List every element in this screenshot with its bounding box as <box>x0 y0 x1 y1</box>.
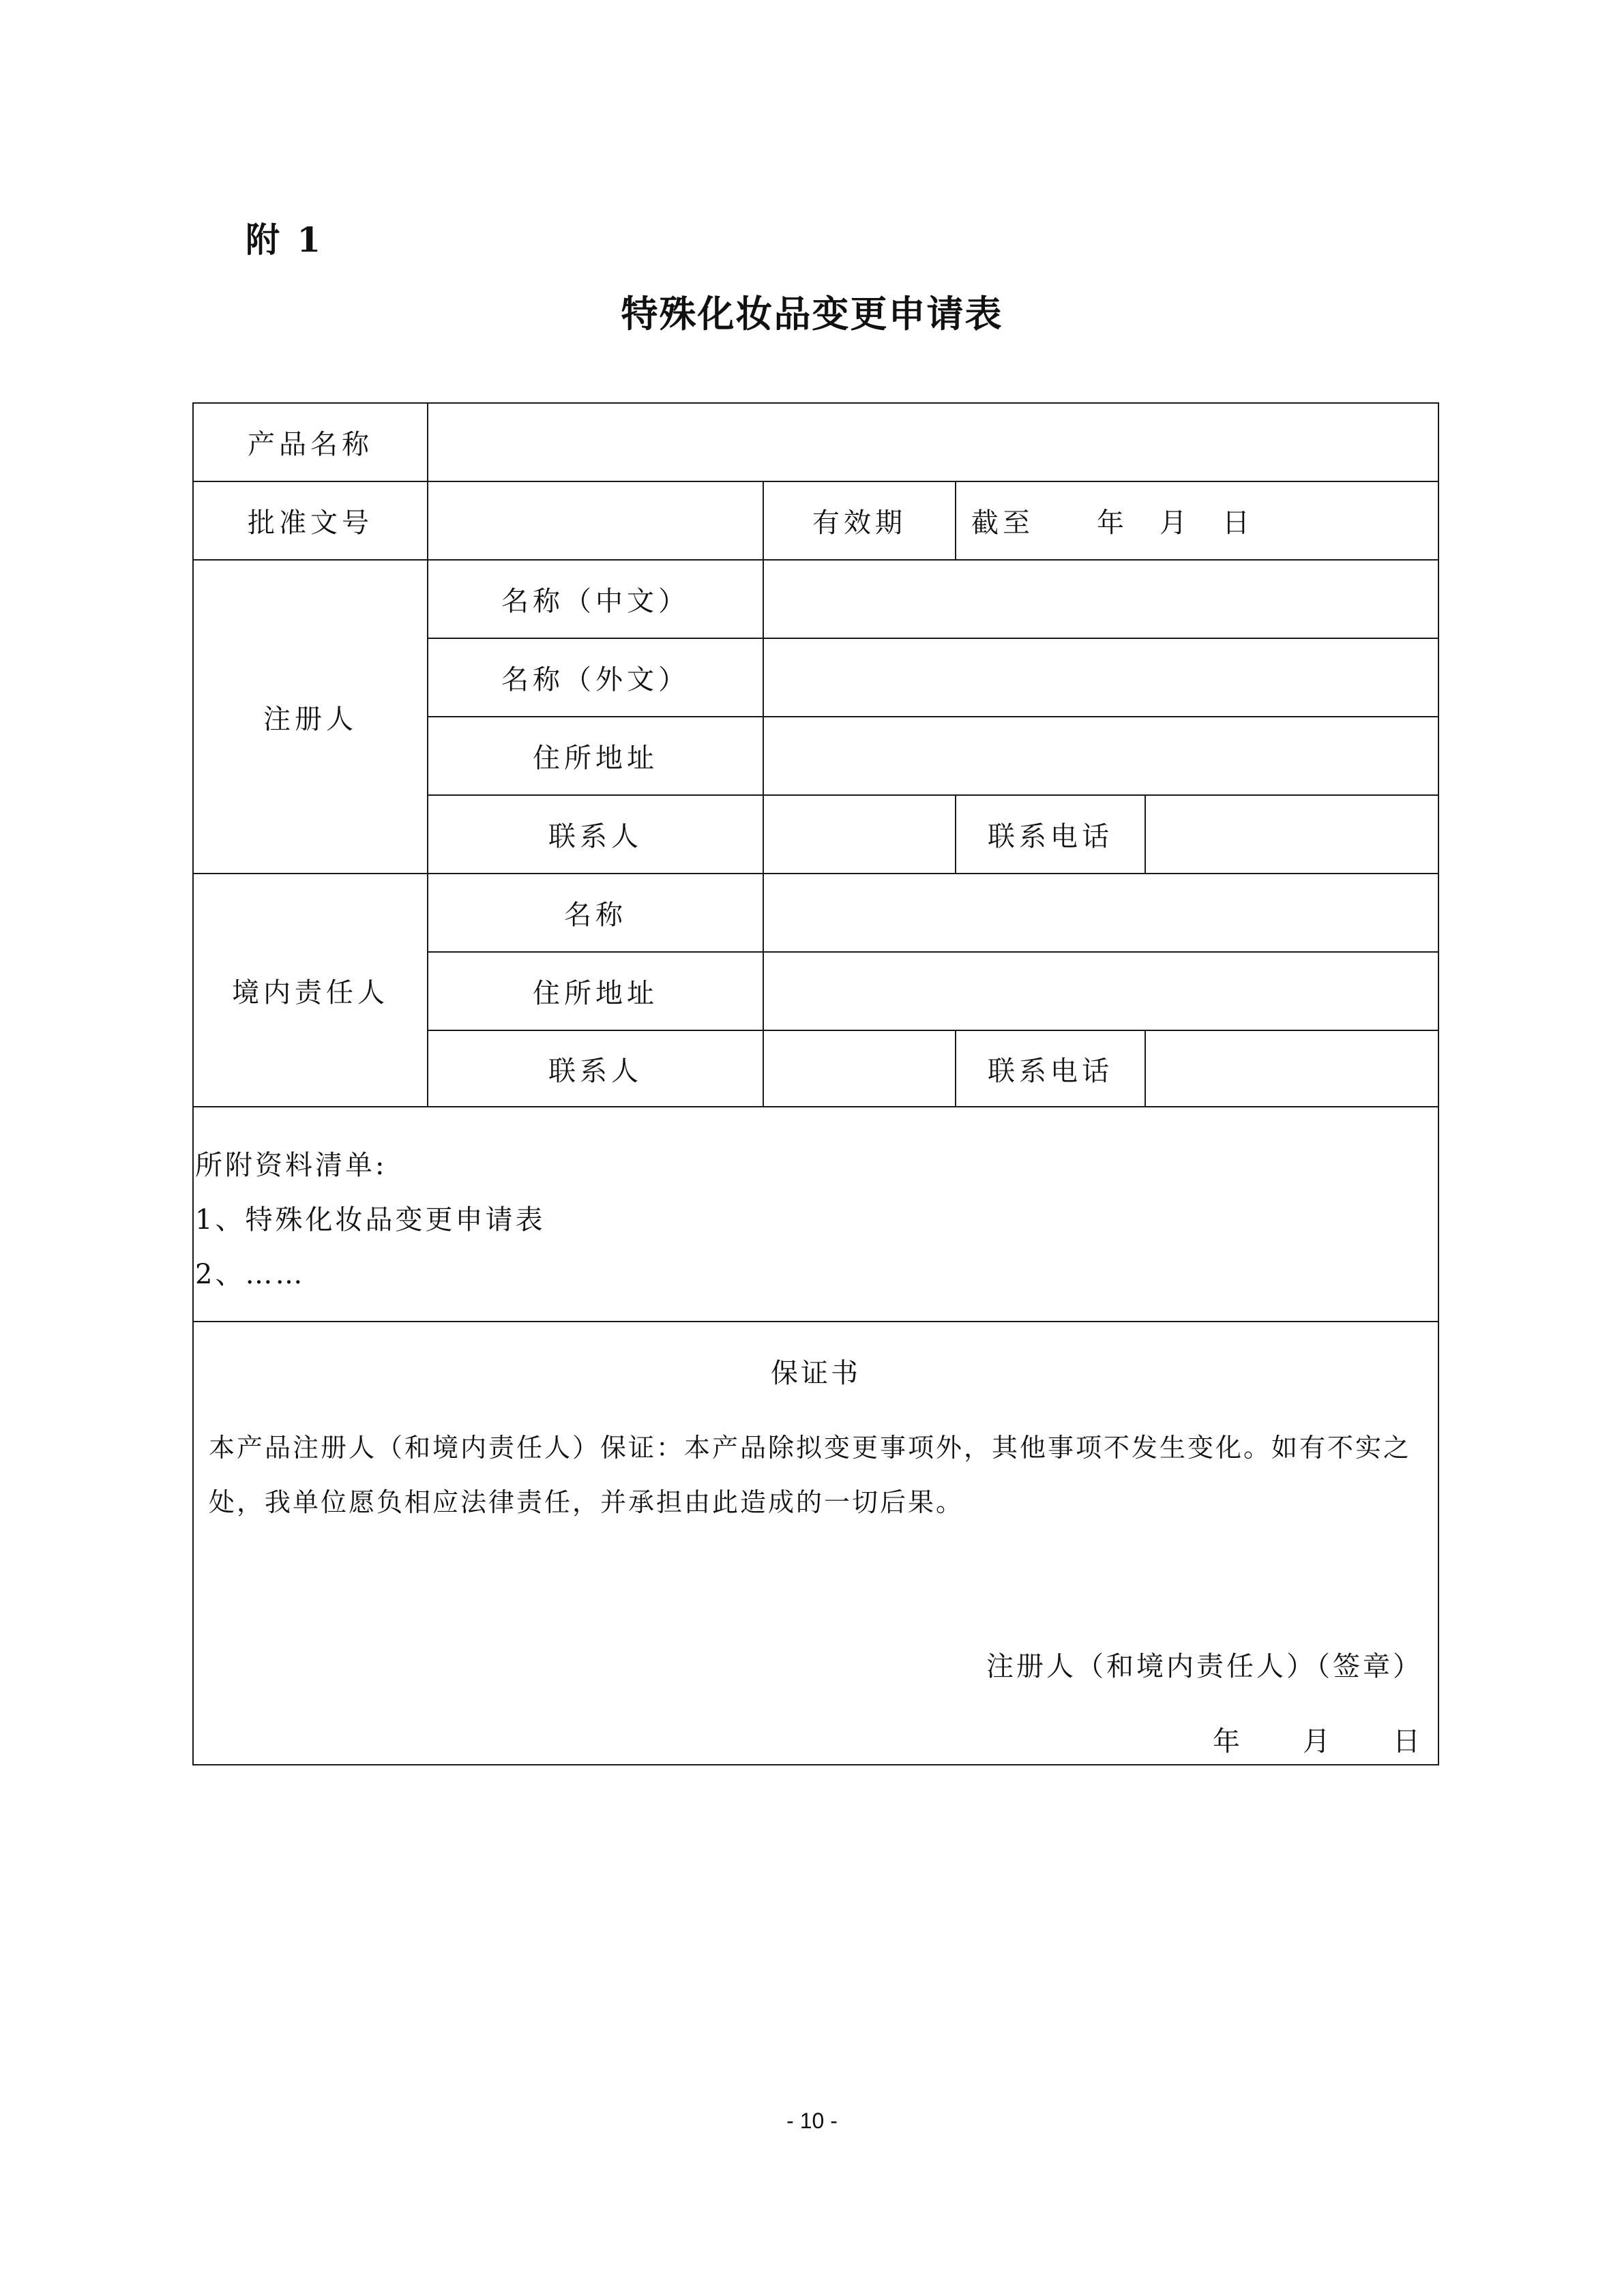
page-number: - 10 - <box>786 2108 838 2133</box>
guarantee-heading: 保证书 <box>771 1358 861 1389</box>
domestic-agent-name-label: 名称 <box>564 899 627 931</box>
attachment-label: 附 1 <box>246 220 324 260</box>
registrant-phone-field[interactable] <box>1146 796 1438 873</box>
materials-item: 1、特殊化妆品变更申请表 <box>195 1204 546 1236</box>
registrant-name-foreign-label: 名称（外文） <box>501 664 690 696</box>
domestic-agent-phone-field[interactable] <box>1146 1031 1438 1106</box>
col-divider <box>955 481 956 559</box>
materials-item: 2、…… <box>195 1259 306 1290</box>
product-name-field[interactable] <box>428 404 1438 481</box>
validity-date-field[interactable]: 截至 年 月 日 <box>971 507 1254 539</box>
domestic-agent-contact-field[interactable] <box>764 1031 955 1106</box>
domestic-agent-group-label: 境内责任人 <box>232 976 389 1009</box>
registrant-group-label: 注册人 <box>263 703 357 735</box>
domestic-agent-contact-label: 联系人 <box>548 1055 643 1087</box>
validity-label: 有效期 <box>812 507 906 539</box>
row-divider <box>194 1106 1438 1107</box>
application-form <box>192 402 1439 1765</box>
row-divider <box>194 1321 1438 1322</box>
domestic-agent-name-field[interactable] <box>764 874 1438 951</box>
registrant-name-foreign-field[interactable] <box>764 639 1438 716</box>
domestic-agent-address-field[interactable] <box>764 953 1438 1030</box>
registrant-phone-label: 联系电话 <box>988 821 1113 852</box>
approval-no-label: 批准文号 <box>248 507 373 539</box>
page-title: 特殊化妆品变更申请表 <box>621 292 1003 336</box>
signature-line: 注册人（和境内责任人）（签章） <box>986 1651 1423 1682</box>
registrant-contact-field[interactable] <box>764 796 955 873</box>
registrant-name-cn-label: 名称（中文） <box>501 586 690 617</box>
registrant-name-cn-field[interactable] <box>764 561 1438 638</box>
materials-heading: 所附资料清单: <box>195 1150 387 1181</box>
registrant-contact-label: 联系人 <box>548 821 643 852</box>
registrant-address-label: 住所地址 <box>533 743 658 774</box>
product-name-label: 产品名称 <box>248 429 373 460</box>
signature-date: 年 月 日 <box>1213 1726 1423 1757</box>
domestic-agent-address-label: 住所地址 <box>533 978 658 1009</box>
approval-no-field[interactable] <box>428 482 763 559</box>
guarantee-text-line: 本产品注册人（和境内责任人）保证：本产品除拟变更事项外，其他事项不发生变化。如有不实之 <box>209 1433 1412 1463</box>
guarantee-text-line: 处，我单位愿负相应法律责任，并承担由此造成的一切后果。 <box>209 1487 964 1517</box>
domestic-agent-phone-label: 联系电话 <box>988 1055 1113 1087</box>
registrant-address-field[interactable] <box>764 717 1438 794</box>
